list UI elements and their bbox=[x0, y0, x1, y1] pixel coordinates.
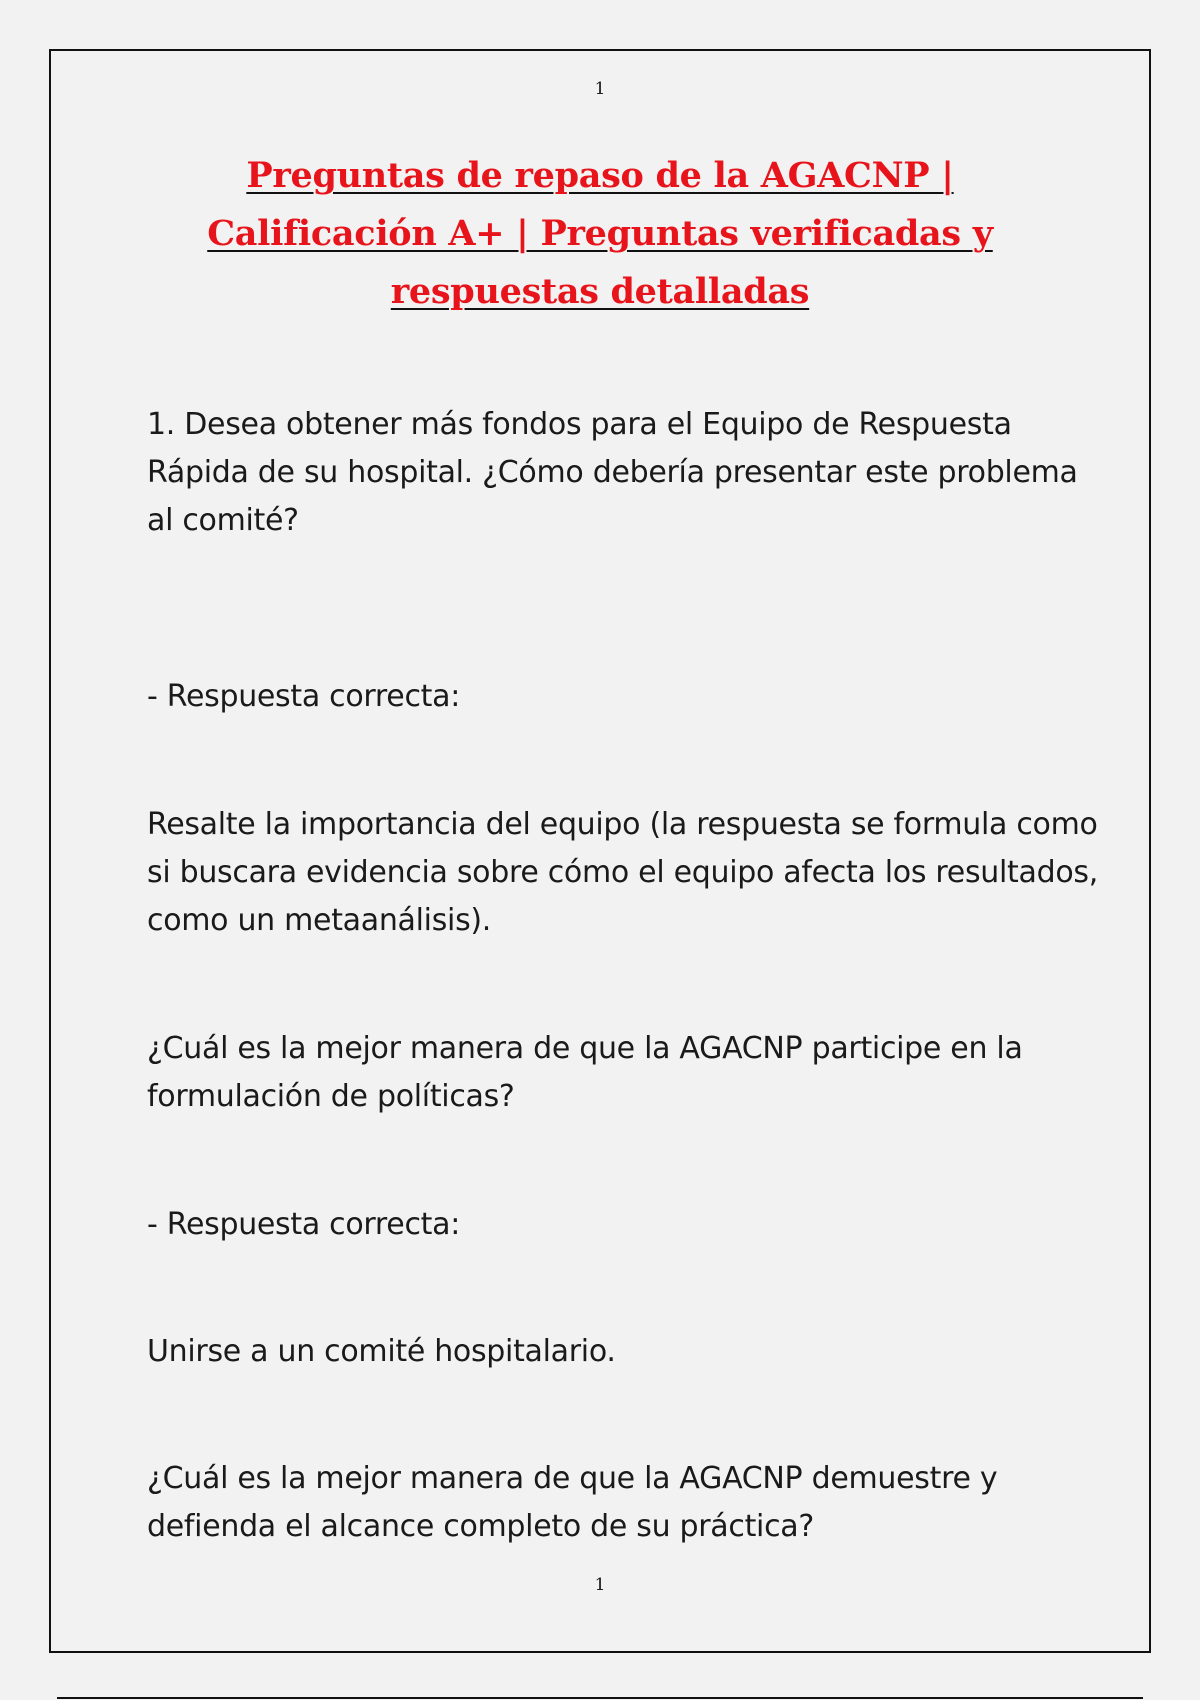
answer-2-label: - Respuesta correcta: bbox=[147, 1207, 461, 1242]
footer-page-number: 1 bbox=[594, 1575, 606, 1595]
answer-1-label: - Respuesta correcta: bbox=[147, 679, 461, 714]
question-3: ¿Cuál es la mejor manera de que la AGACNP demuestre y defienda el alcance completo de su práctica? bbox=[147, 1461, 998, 1544]
header-page-number: 1 bbox=[594, 79, 606, 99]
bottom-divider bbox=[57, 1697, 1143, 1699]
question-2: ¿Cuál es la mejor manera de que la AGACNP participe en la formulación de políticas? bbox=[147, 1031, 1023, 1114]
page-frame bbox=[49, 49, 1151, 1653]
question-1: 1. Desea obtener más fondos para el Equipo de Respuesta Rápida de su hospital. ¿Cómo debería presentar este problema al comité? bbox=[147, 407, 1078, 538]
answer-1-text: Resalte la importancia del equipo (la respuesta se formula como si buscara evidencia sobre cómo el equipo afecta los resultados, como un metaanálisis). bbox=[147, 807, 1098, 938]
document-title: Preguntas de repaso de la AGACNP | Calificación A+ | Preguntas verificadas y respuestas detalladas bbox=[207, 155, 993, 312]
answer-2-text: Unirse a un comité hospitalario. bbox=[147, 1334, 616, 1369]
